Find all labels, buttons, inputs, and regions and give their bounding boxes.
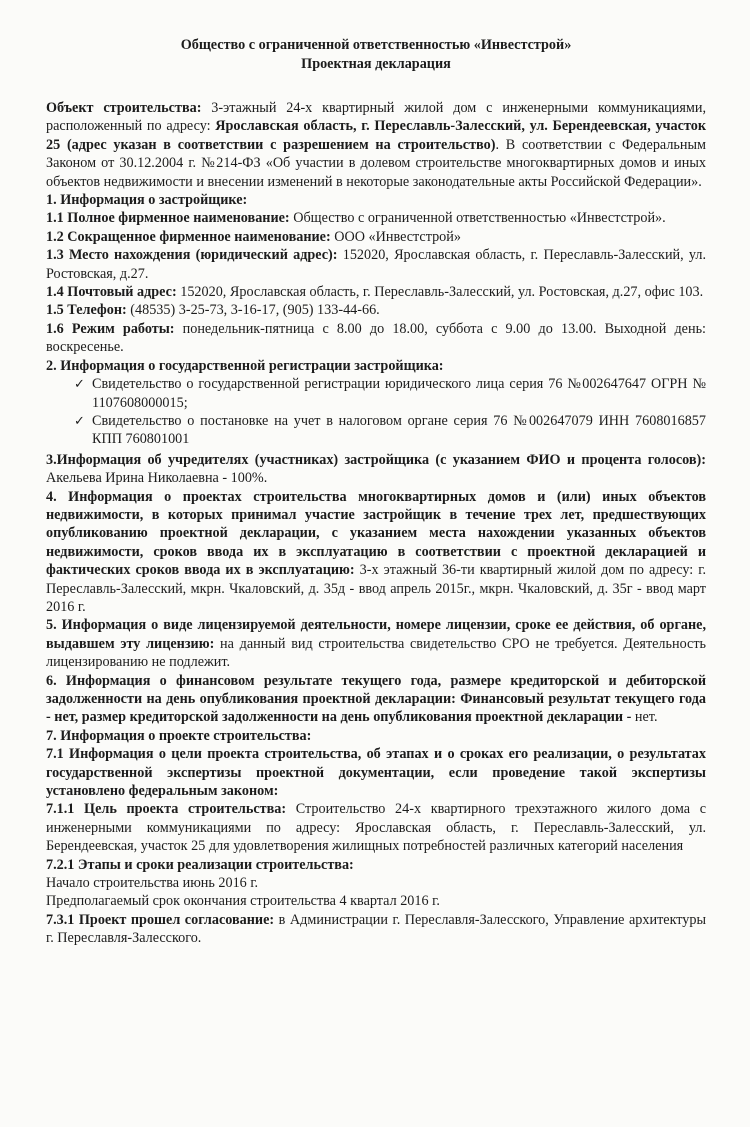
object-label: Объект строительства: (46, 100, 202, 116)
license-value: на данный вид строительства свидетельство СРО не требуется. Деятельность лицензированию не подлежит. (46, 635, 706, 671)
hours-label: 1.6 Режим работы: (46, 320, 175, 337)
goal-paragraph (46, 800, 706, 855)
registration-item-text: Свидетельство о государственной регистрации юридического лица серия 76 №002647647 ОГРН № 1107608000015; (92, 376, 706, 411)
goal-label: 7.1.1 Цель проекта строительства: (46, 801, 287, 818)
location-value: 152020, Ярославская область, г. Переславль-Залесский, ул. Ростовская, д.27. (46, 247, 706, 282)
checkmark-icon: ✓ (74, 376, 85, 392)
section-1-heading: 1. Информация о застройщике: (46, 192, 248, 209)
registration-item-text: Свидетельство о постановке на учет в налоговом органе серия 76 №002647079 ИНН 7608016857 КПП 760801001 (92, 412, 706, 448)
finance-value: нет. (631, 709, 658, 726)
location-line (46, 246, 706, 283)
start-date-line: Начало строительства июнь 2016 г. (46, 875, 259, 892)
approval-paragraph (46, 911, 706, 948)
projects-paragraph (46, 488, 706, 617)
section-7-1-heading: 7.1 Информация о цели проекта строительства, об этапах и о сроках его реализации, о результатах государственной экспертизы проектной документации, если проведение такой экспертизы установлено федеральным законом: (46, 746, 706, 800)
postal-label: 1.4 Почтовый адрес: (46, 284, 177, 301)
object-paragraph (46, 99, 706, 191)
founders-paragraph (46, 451, 706, 488)
postal-value: 152020, Ярославская область, г. Переславль-Залесский, ул. Ростовская, д.27, офис 103. (176, 284, 704, 301)
document-title: Проектная декларация (301, 56, 451, 72)
license-paragraph (46, 616, 706, 671)
phone-value: (48535) 3-25-73, 3-16-17, (905) 133-44-66. (126, 302, 380, 319)
short-name-line (46, 228, 706, 246)
full-name-value: Общество с ограниченной ответственностью «Инвестстрой». (289, 210, 666, 227)
approval-label: 7.3.1 Проект прошел согласование: (46, 911, 275, 928)
postal-line (46, 283, 706, 301)
registration-list (46, 375, 706, 449)
founders-value: Акельева Ирина Николаевна - 100%. (46, 470, 268, 487)
stages-heading: 7.2.1 Этапы и сроки реализации строительства: (46, 856, 354, 873)
end-date-line: Предполагаемый срок окончания строительства 4 квартал 2016 г. (46, 893, 440, 910)
list-item (74, 412, 706, 449)
goal-value: Строительство 24-х квартирного трехэтажного жилого дома с инженерными коммуникациями по адресу: Ярославская область, г. Переславль-Залесский, ул. Берендеевская, участок 25 для удовлетворения жилищных потребностей различных категорий населения (46, 801, 707, 855)
approval-value: в Администрации г. Переславля-Залесского, Управление архитектуры г. Переславля-Залесского. (46, 911, 707, 947)
license-heading: 5. Информация о виде лицензируемой деятельности, номере лицензии, сроке ее действия, об органе, выдавшем эту лицензию: (46, 617, 706, 652)
short-name-label: 1.2 Сокращенное фирменное наименование: (46, 228, 331, 245)
section-2-heading: 2. Информация о государственной регистрации застройщика: (46, 357, 444, 374)
phone-label: 1.5 Телефон: (46, 302, 127, 319)
object-law-text: . В соответствии с Федеральным Законом от 30.12.2004 г. №214-ФЗ «Об участии в долевом строительстве многоквартирных домов и иных объектов недвижимости и внесении изменений в некоторые законодательные акты Российской Федерации». (46, 136, 706, 190)
short-name-value: ООО «Инвестстрой» (330, 228, 461, 245)
finance-heading: 6. Информация о финансовом результате текущего года, размере кредиторской и дебиторской задолженности на день опубликования проектной декларации: Финансовый результат текущего года - нет, размер кредиторской задолженности на день опубликования проектной декларации - (46, 672, 706, 726)
checkmark-icon: ✓ (74, 412, 85, 428)
projects-heading: 4. Информация о проектах строительства многоквартирных домов и (или) иных объектов недвижимости, в которых принимал участие застройщик в течение трех лет, предшествующих опубликованию проектной декларации, с указанием места нахождении указанных объектов недвижимости, сроков ввода их в эксплуатацию в соответствии с проектной декларацией и фактических сроков ввода их в эксплуатацию: (46, 488, 706, 579)
section-7-heading: 7. Информация о проекте строительства: (46, 727, 312, 744)
projects-value: 3-х этажный 36-ти квартирный жилой дом по адресу: г. Переславль-Залесский, мкрн. Чкаловский, д. 35д - ввод апрель 2015г., мкрн. Чкаловский, д. 35г - ввод март 2016 г. (46, 562, 706, 615)
hours-line (46, 320, 706, 357)
location-label: 1.3 Место нахождения (юридический адрес): (46, 247, 338, 264)
phone-line (46, 301, 706, 319)
founders-heading: 3.Информация об учредителях (участниках) застройщика (с указанием ФИО и процента голосов): (46, 451, 706, 468)
object-address: Ярославская область, г. Переславль-Залесский, ул. Берендеевская, участок 25 (адрес указан в соответствии с разрешением на строительство) (46, 118, 706, 153)
hours-value: понедельник-пятница с 8.00 до 18.00, суббота с 9.00 до 13.00. Выходной день: воскресенье. (46, 320, 706, 356)
finance-paragraph (46, 672, 706, 727)
full-name-label: 1.1 Полное фирменное наименование: (46, 210, 290, 227)
list-item (74, 375, 706, 412)
object-text: 3-этажный 24-х квартирный жилой дом с инженерными коммуникациями, расположенный по адресу: (46, 100, 706, 135)
company-heading: Общество с ограниченной ответственностью «Инвестстрой» (180, 37, 572, 53)
full-name-line (46, 209, 706, 227)
